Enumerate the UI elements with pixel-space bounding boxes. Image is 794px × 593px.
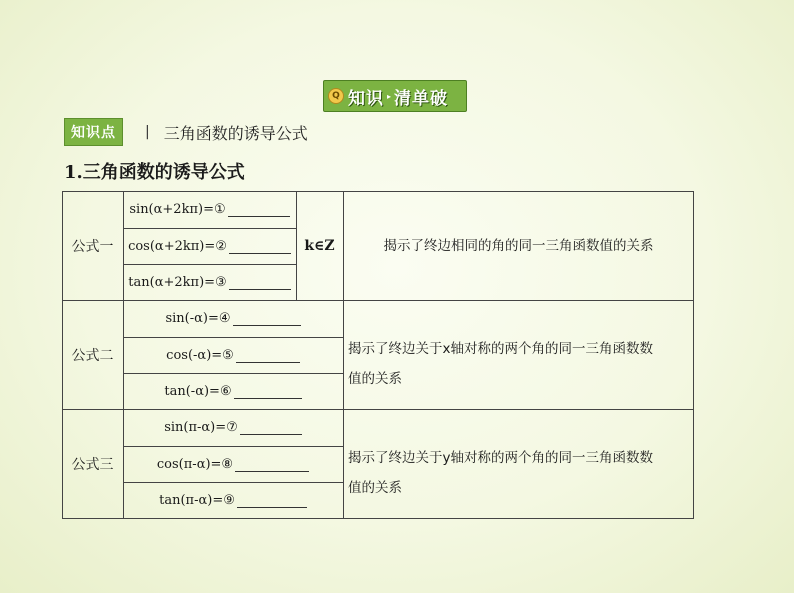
group-label: 公式二 [71, 347, 114, 364]
knowledge-point-tag: 知识点 [64, 118, 123, 146]
triangle-icon: ▸ [387, 91, 392, 101]
banner-text-2: 清单破 [394, 88, 449, 109]
formula-text: cos(-α)=⑤ [166, 347, 234, 363]
separator: | [145, 124, 150, 140]
banner-text-1: 知识 [348, 88, 384, 109]
formula-text: cos(π-α)=⑧ [156, 456, 234, 472]
description-line: 揭示了终边关于y轴对称的两个角的同一三角函数数 [348, 450, 653, 466]
answer-blank[interactable] [236, 348, 300, 363]
formula-text: tan(π-α)=⑨ [159, 493, 235, 508]
page-heading: 1.三角函数的诱导公式 [64, 162, 245, 183]
description-line: 揭示了终边关于x轴对称的两个角的同一三角函数数 [348, 341, 653, 357]
answer-blank[interactable] [234, 384, 302, 399]
formula-text: tan(-α)=⑥ [164, 383, 232, 399]
formula-cell [123, 191, 296, 228]
formula-text: cos(α+2kπ)=② [128, 238, 227, 254]
group-label: 公式三 [71, 457, 114, 473]
formula-cell [123, 482, 343, 519]
formula-text: sin(-α)=④ [165, 311, 231, 326]
formula-cell [123, 409, 343, 446]
topic-title: 三角函数的诱导公式 [163, 123, 308, 143]
answer-blank[interactable] [229, 275, 291, 290]
formula-cell [123, 337, 343, 373]
formula-cell [123, 373, 343, 409]
formula-text: tan(α+2kπ)=③ [128, 274, 227, 290]
formula-text: sin(α+2kπ)=① [129, 202, 226, 217]
formula-text: sin(π-α)=⑦ [164, 420, 238, 435]
description-cell [348, 443, 692, 503]
answer-blank[interactable] [235, 457, 309, 472]
description-line: 揭示了终边相同的角的同一三角函数值的关系 [383, 237, 654, 254]
section-banner [323, 80, 467, 112]
group-label: 公式一 [71, 238, 114, 255]
description-cell [343, 191, 694, 300]
formula-cell [123, 228, 296, 264]
topic-row [64, 120, 308, 144]
formula-cell [123, 446, 343, 482]
description-cell [348, 334, 692, 394]
formula-cell [123, 300, 343, 337]
description-line: 值的关系 [348, 371, 402, 387]
condition-cell: k∈Z [304, 237, 335, 254]
answer-blank[interactable] [229, 239, 291, 254]
answer-blank[interactable] [237, 493, 307, 508]
answer-blank[interactable] [228, 202, 290, 217]
description-line: 值的关系 [348, 480, 402, 496]
answer-blank[interactable] [233, 311, 301, 326]
formula-cell [123, 264, 296, 300]
question-icon: Q [328, 88, 344, 104]
answer-blank[interactable] [240, 420, 302, 435]
